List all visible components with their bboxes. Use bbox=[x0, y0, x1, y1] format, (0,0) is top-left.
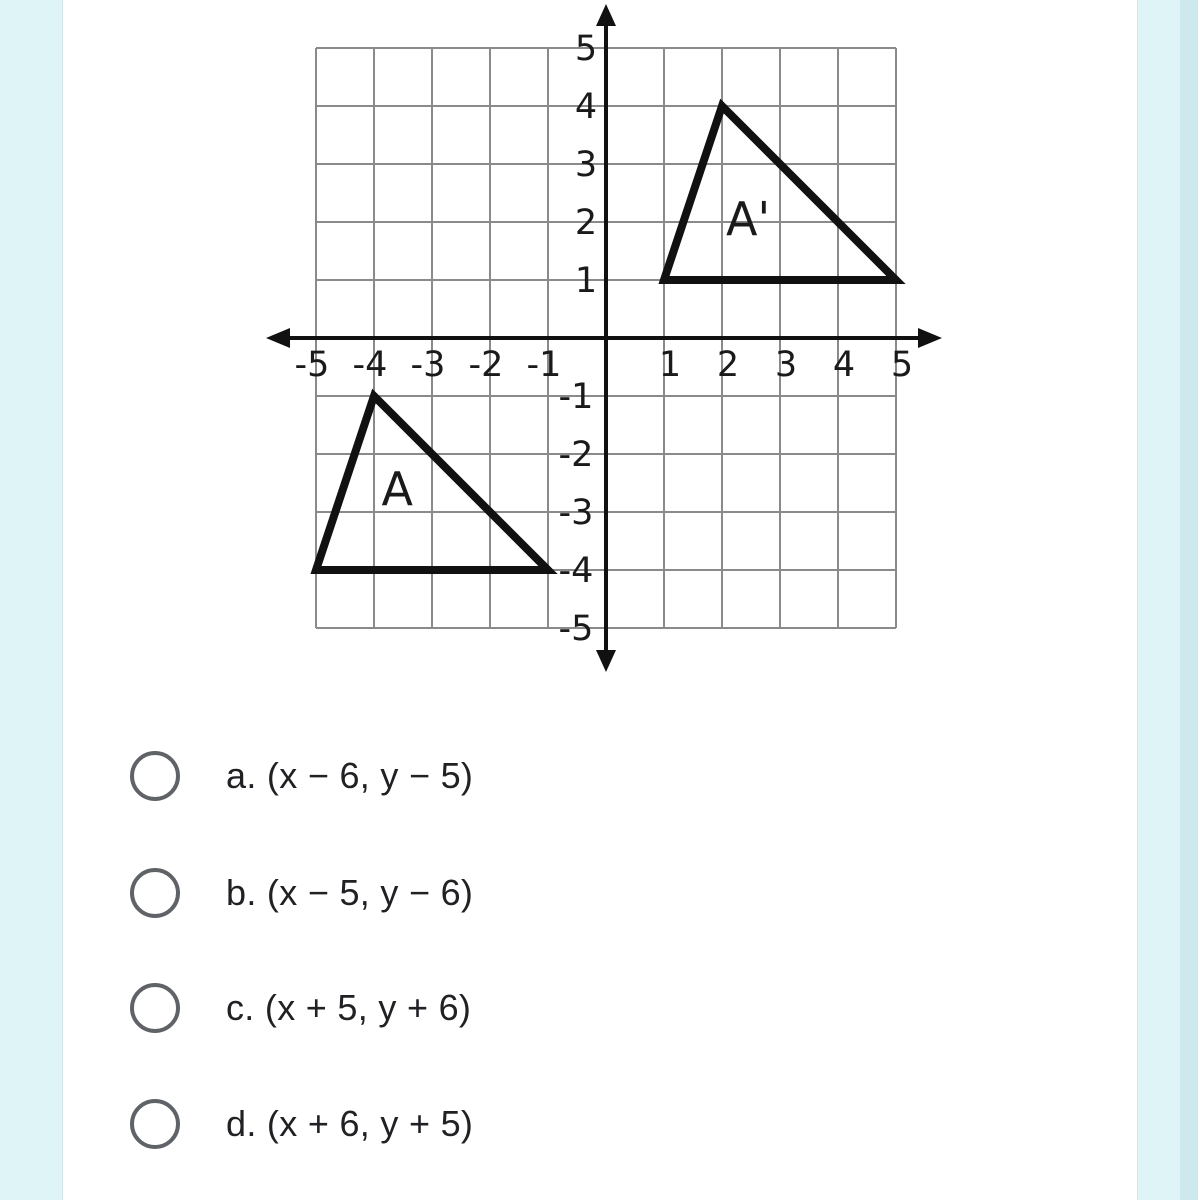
option-d[interactable] bbox=[130, 1094, 473, 1154]
x-tick-label: 4 bbox=[832, 345, 856, 385]
radio-button-a[interactable] bbox=[130, 751, 180, 801]
y-tick-label: 4 bbox=[574, 87, 598, 127]
option-c[interactable] bbox=[130, 978, 471, 1038]
y-tick-label: 1 bbox=[574, 261, 598, 301]
y-tick-label: -4 bbox=[558, 551, 594, 591]
radio-button-b[interactable] bbox=[130, 868, 180, 918]
triangle-a-label: A bbox=[381, 461, 413, 516]
x-tick-label: -5 bbox=[294, 345, 330, 385]
radio-button-c[interactable] bbox=[130, 983, 180, 1033]
option-b[interactable] bbox=[130, 863, 473, 923]
x-tick-label: 2 bbox=[716, 345, 740, 385]
y-tick-label: 5 bbox=[574, 29, 598, 69]
x-tick-label: 5 bbox=[890, 345, 914, 385]
x-tick-label: -4 bbox=[352, 345, 388, 385]
option-c-label: c. (x + 5, y + 6) bbox=[226, 987, 472, 1028]
y-tick-label: -1 bbox=[558, 377, 594, 417]
x-axis-arrow-left bbox=[266, 328, 290, 348]
y-tick-label: 2 bbox=[574, 203, 598, 243]
y-axis-arrow-down bbox=[596, 650, 616, 672]
x-tick-label: 3 bbox=[774, 345, 798, 385]
x-tick-label: -3 bbox=[410, 345, 446, 385]
option-d-label: d. (x + 6, y + 5) bbox=[226, 1103, 474, 1144]
x-tick-label: -2 bbox=[468, 345, 504, 385]
y-tick-label: -3 bbox=[558, 493, 594, 533]
y-axis-arrow-up bbox=[596, 4, 616, 26]
y-tick-label: 3 bbox=[574, 145, 598, 185]
y-tick-label: -2 bbox=[558, 435, 594, 475]
x-tick-label: 1 bbox=[658, 345, 682, 385]
radio-button-d[interactable] bbox=[130, 1099, 180, 1149]
x-tick-label: -1 bbox=[526, 345, 562, 385]
option-a[interactable] bbox=[130, 746, 473, 806]
x-tick-labels bbox=[295, 345, 914, 385]
triangle-a-prime-label: A' bbox=[726, 192, 771, 247]
y-tick-label: -5 bbox=[558, 609, 594, 649]
option-b-label: b. (x − 5, y − 6) bbox=[226, 872, 474, 913]
x-axis-arrow-right bbox=[918, 328, 942, 348]
option-a-label: a. (x − 6, y − 5) bbox=[226, 755, 474, 796]
